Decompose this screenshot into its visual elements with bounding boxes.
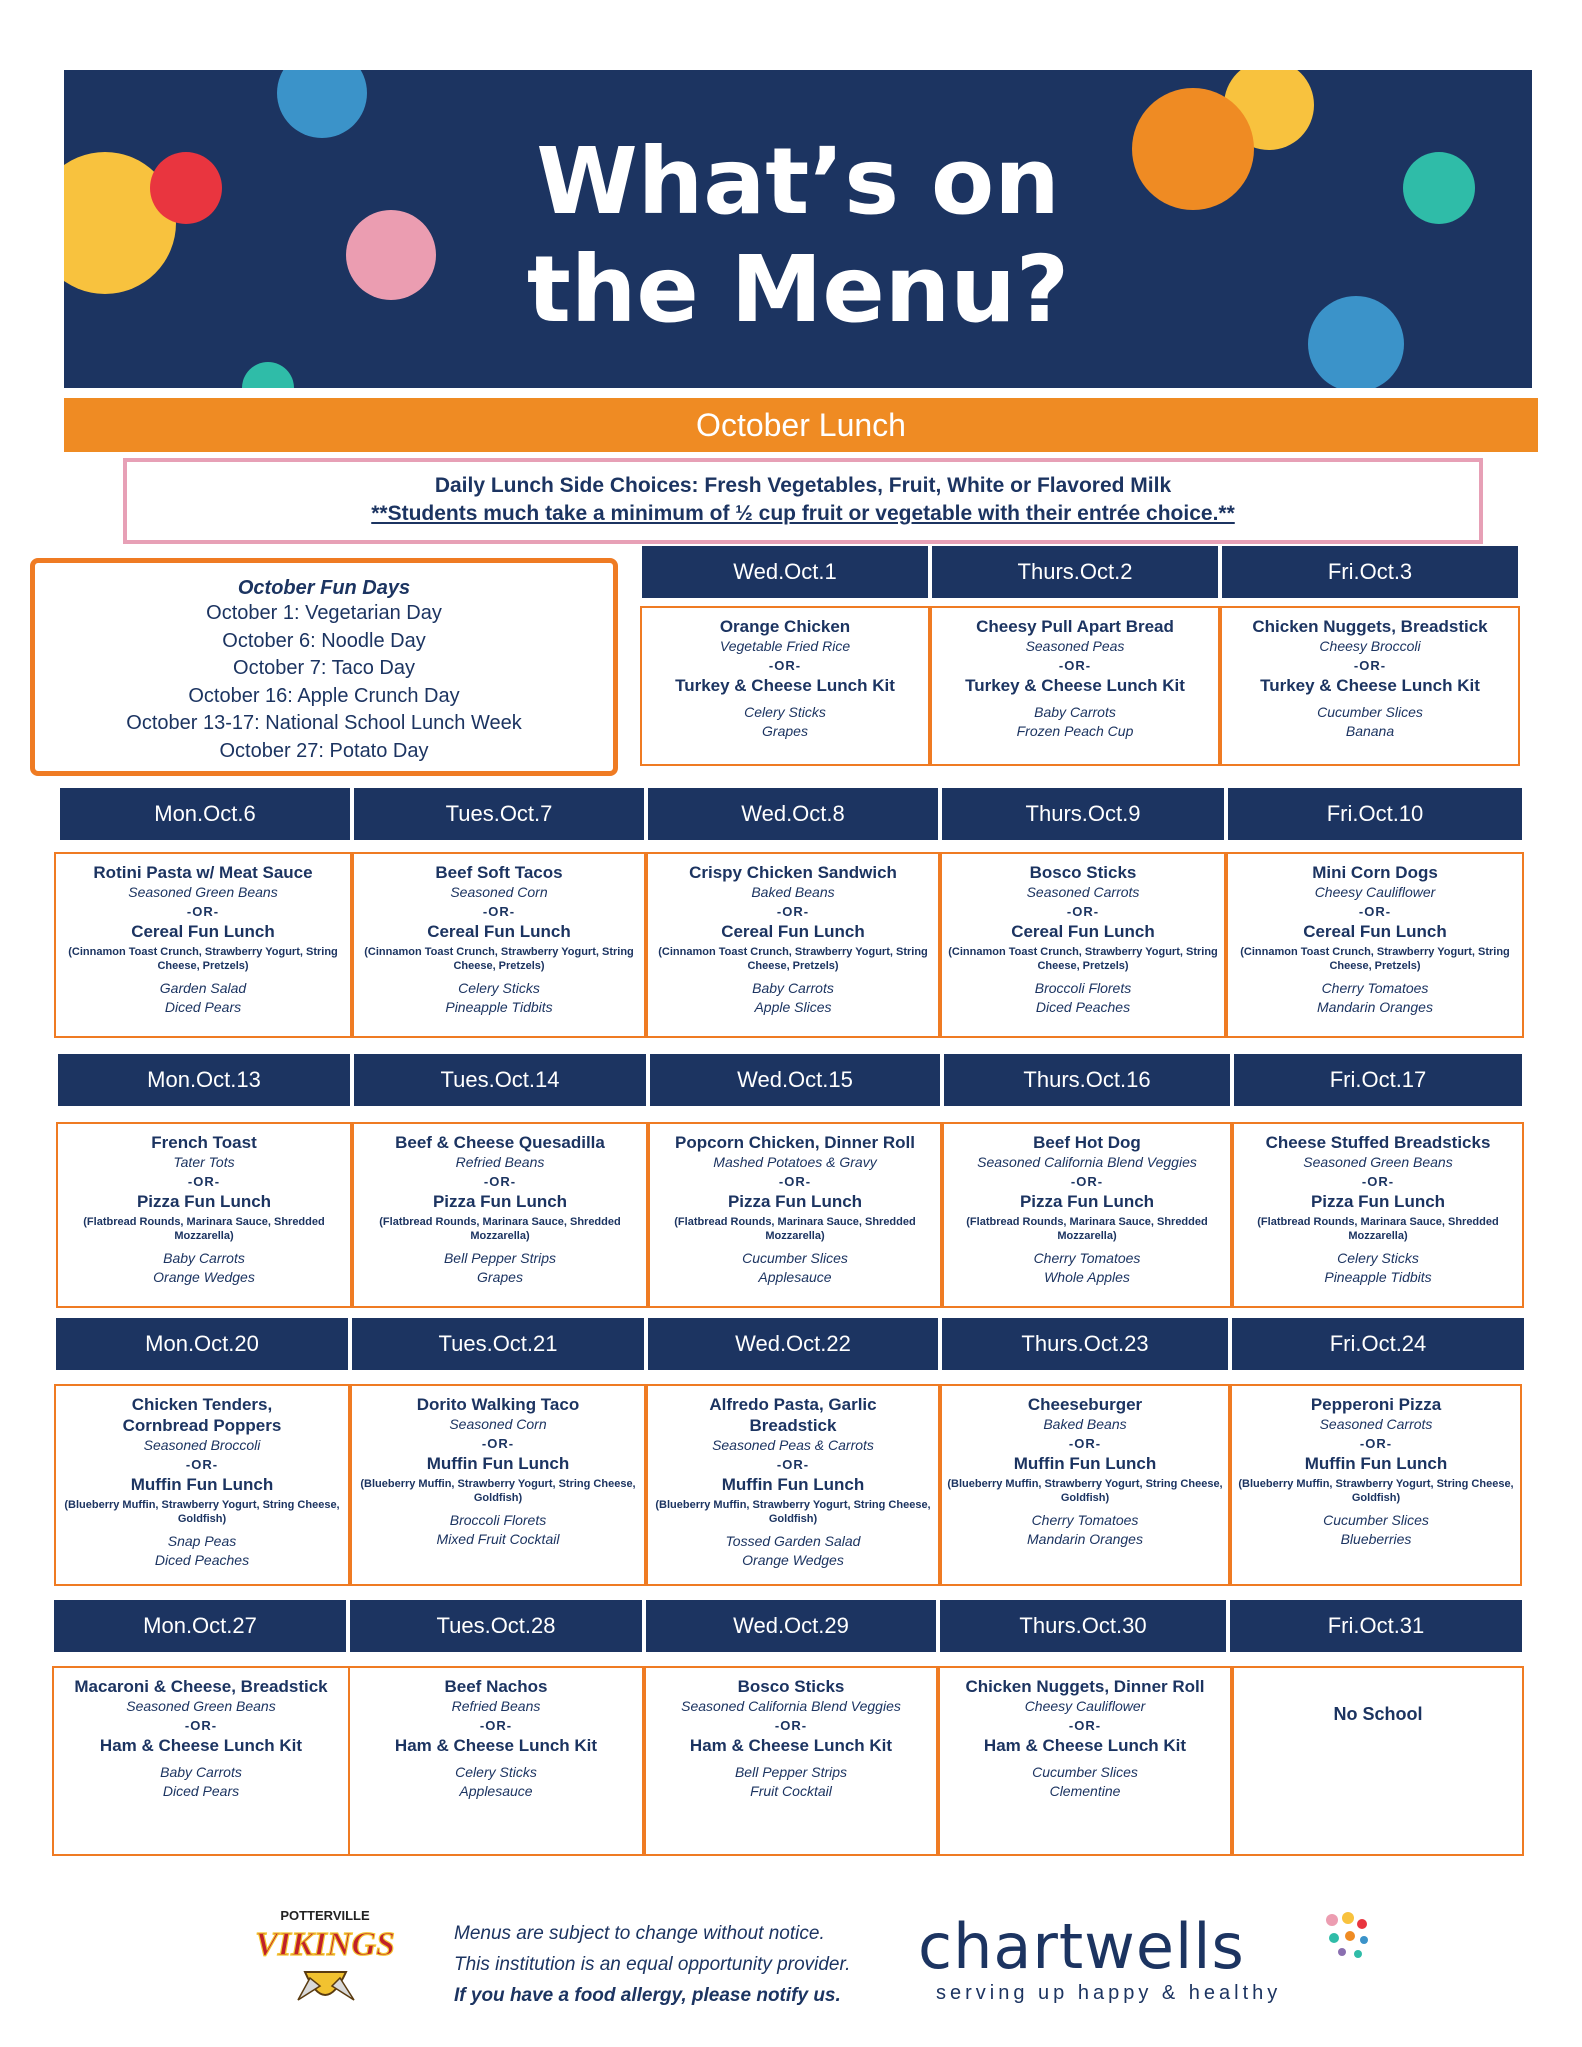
- side-item: Tossed Garden Salad: [725, 1533, 861, 1549]
- entree: Alfredo Pasta, Garlic Breadstick: [709, 1395, 877, 1435]
- side-item: Bell Pepper Strips: [734, 1764, 848, 1780]
- entree-side: Cheesy Broccoli: [1319, 638, 1421, 654]
- day-header: Thurs.Oct.30: [940, 1600, 1226, 1652]
- entree-side: Seasoned Corn: [450, 884, 548, 900]
- chartwells-logo: [918, 1910, 1388, 2010]
- or-separator: -OR-: [776, 1457, 810, 1472]
- side-item: Baby Carrots: [163, 1250, 245, 1266]
- entree-side: Baked Beans: [1043, 1416, 1127, 1432]
- chartwells-tagline: serving up happy & healthy: [936, 1982, 1282, 2004]
- entree: Orange Chicken: [719, 617, 851, 636]
- fun-day-item: October 1: Vegetarian Day: [206, 602, 442, 624]
- day-header: Wed.Oct.1: [642, 546, 928, 598]
- day-header: Fri.Oct.17: [1234, 1054, 1522, 1106]
- side-item: Snap Peas: [167, 1533, 237, 1549]
- entree: Crispy Chicken Sandwich: [689, 863, 897, 882]
- fun-days-box: [30, 558, 618, 776]
- footer-line-3: If you have a food allergy, please notify us.: [454, 1985, 841, 2006]
- alternate-details: (Cinnamon Toast Crunch, Strawberry Yogurt, String Cheese, Pretzels): [364, 946, 634, 972]
- day-header: Mon.Oct.13: [58, 1054, 350, 1106]
- or-separator: -OR-: [1361, 1174, 1395, 1189]
- menu-cell: [644, 1666, 938, 1856]
- menu-cell: [648, 1122, 942, 1308]
- side-item: Diced Pears: [164, 999, 242, 1015]
- menu-cell: [348, 1666, 644, 1856]
- entree-side: Seasoned Green Beans: [1303, 1154, 1453, 1170]
- footer-line-1: Menus are subject to change without notice.: [454, 1923, 825, 1944]
- side-item: Cucumber Slices: [1317, 704, 1423, 720]
- alternate-details: (Blueberry Muffin, Strawberry Yogurt, String Cheese, Goldfish): [64, 1499, 340, 1525]
- or-separator: -OR-: [1359, 1436, 1393, 1451]
- or-separator: -OR-: [1353, 658, 1387, 673]
- side-item: Clementine: [1049, 1783, 1121, 1799]
- alternate-entree: Turkey & Cheese Lunch Kit: [1260, 676, 1480, 695]
- entree-side: Seasoned Broccoli: [143, 1437, 261, 1453]
- side-item: Mixed Fruit Cocktail: [436, 1531, 560, 1547]
- entree: Chicken Tenders, Cornbread Poppers: [122, 1395, 282, 1435]
- side-item: Baby Carrots: [160, 1764, 242, 1780]
- alternate-entree: Pizza Fun Lunch: [136, 1192, 272, 1211]
- or-separator: -OR-: [1068, 1718, 1102, 1733]
- alternate-entree: Cereal Fun Lunch: [131, 922, 275, 941]
- alternate-details: (Cinnamon Toast Crunch, Strawberry Yogurt, String Cheese, Pretzels): [658, 946, 928, 972]
- menu-cell: [646, 852, 940, 1038]
- menu-cell: [1230, 1384, 1522, 1586]
- menu-cell: [942, 1122, 1232, 1308]
- alternate-entree: Pizza Fun Lunch: [727, 1192, 863, 1211]
- alternate-entree: Pizza Fun Lunch: [1310, 1192, 1446, 1211]
- fun-day-item: October 27: Potato Day: [219, 739, 429, 762]
- day-header: Mon.Oct.27: [54, 1600, 346, 1652]
- side-item: Broccoli Florets: [449, 1512, 547, 1528]
- menu-cell: [940, 852, 1226, 1038]
- title-line-2: the Menu?: [526, 236, 1070, 343]
- chartwells-dots-icon: [1322, 1910, 1374, 1970]
- menu-cell: [1226, 852, 1524, 1038]
- entree: Bosco Sticks: [1029, 863, 1137, 882]
- entree: Beef Hot Dog: [1033, 1133, 1141, 1152]
- entree-side: Cheesy Cauliflower: [1314, 884, 1436, 900]
- menu-cell: [938, 1666, 1232, 1856]
- day-header: Thurs.Oct.23: [942, 1318, 1228, 1370]
- day-header: Wed.Oct.22: [648, 1318, 938, 1370]
- entree: Cheeseburger: [1027, 1395, 1143, 1414]
- or-separator: -OR-: [1058, 658, 1092, 673]
- or-separator: -OR-: [483, 1174, 517, 1189]
- vikings-logo: [250, 1900, 400, 2018]
- or-separator: -OR-: [482, 904, 516, 919]
- entree-side: Seasoned Corn: [449, 1416, 547, 1432]
- decorative-dot-teal: [242, 362, 294, 388]
- entree: Cheesy Pull Apart Bread: [976, 617, 1174, 636]
- entree: Bosco Sticks: [737, 1677, 845, 1696]
- alternate-details: (Blueberry Muffin, Strawberry Yogurt, String Cheese, Goldfish): [360, 1478, 636, 1504]
- entree: Pepperoni Pizza: [1310, 1395, 1442, 1414]
- or-separator: -OR-: [1070, 1174, 1104, 1189]
- or-separator: -OR-: [186, 904, 220, 919]
- entree-side: Refried Beans: [451, 1698, 541, 1714]
- entree-side: Seasoned Peas: [1025, 638, 1125, 654]
- alternate-details: (Flatbread Rounds, Marinara Sauce, Shredded Mozzarella): [379, 1216, 621, 1242]
- side-item: Grapes: [762, 723, 808, 739]
- menu-cell: [640, 606, 930, 766]
- day-header: Fri.Oct.24: [1232, 1318, 1524, 1370]
- day-header: Fri.Oct.3: [1222, 546, 1518, 598]
- day-header: Tues.Oct.14: [354, 1054, 646, 1106]
- side-item: Celery Sticks: [1337, 1250, 1419, 1266]
- side-item: Diced Peaches: [1035, 999, 1131, 1015]
- entree-side: Seasoned Peas & Carrots: [712, 1437, 874, 1453]
- fun-day-item: October 16: Apple Crunch Day: [188, 684, 460, 707]
- menu-cell: [52, 1666, 350, 1856]
- entree: Rotini Pasta w/ Meat Sauce: [93, 863, 313, 882]
- side-item: Applesauce: [459, 1783, 533, 1799]
- entree-side: Vegetable Fried Rice: [719, 638, 851, 654]
- alternate-entree: Cereal Fun Lunch: [1011, 922, 1155, 941]
- or-separator: -OR-: [185, 1457, 219, 1472]
- menu-cell: [940, 1384, 1230, 1586]
- side-item: Pineapple Tidbits: [445, 999, 553, 1015]
- alternate-entree: Muffin Fun Lunch: [1013, 1454, 1157, 1473]
- menu-cell: [646, 1384, 940, 1586]
- alternate-entree: Ham & Cheese Lunch Kit: [99, 1736, 303, 1755]
- alternate-entree: Ham & Cheese Lunch Kit: [689, 1736, 893, 1755]
- day-header: Tues.Oct.7: [354, 788, 644, 840]
- side-item: Celery Sticks: [744, 704, 826, 720]
- or-separator: -OR-: [187, 1174, 221, 1189]
- day-header: Wed.Oct.15: [650, 1054, 940, 1106]
- entree: Popcorn Chicken, Dinner Roll: [675, 1133, 915, 1152]
- entree: Chicken Nuggets, Dinner Roll: [965, 1677, 1205, 1696]
- or-separator: -OR-: [481, 1436, 515, 1451]
- or-separator: -OR-: [776, 904, 810, 919]
- or-separator: -OR-: [774, 1718, 808, 1733]
- alternate-details: (Flatbread Rounds, Marinara Sauce, Shredded Mozzarella): [1257, 1216, 1499, 1242]
- title-line-1: What’s on: [536, 128, 1060, 235]
- day-header: Thurs.Oct.9: [942, 788, 1224, 840]
- side-item: Diced Pears: [162, 1783, 240, 1799]
- side-item: Mandarin Oranges: [1317, 999, 1433, 1015]
- entree: Beef Soft Tacos: [435, 863, 563, 882]
- or-separator: -OR-: [479, 1718, 513, 1733]
- side-item: Garden Salad: [159, 980, 247, 996]
- menu-cell: [54, 852, 352, 1038]
- alternate-details: (Cinnamon Toast Crunch, Strawberry Yogurt, String Cheese, Pretzels): [948, 946, 1218, 972]
- day-header: Wed.Oct.8: [648, 788, 938, 840]
- entree-side: Tater Tots: [173, 1154, 235, 1170]
- menu-cell: [350, 1384, 646, 1586]
- alternate-details: (Cinnamon Toast Crunch, Strawberry Yogurt, String Cheese, Pretzels): [68, 946, 338, 972]
- side-item: Orange Wedges: [742, 1552, 844, 1568]
- day-header: Tues.Oct.21: [352, 1318, 644, 1370]
- side-item: Frozen Peach Cup: [1016, 723, 1134, 739]
- day-header: Thurs.Oct.16: [944, 1054, 1230, 1106]
- header-banner: [64, 70, 1532, 388]
- entree: Mini Corn Dogs: [1312, 863, 1438, 882]
- side-item: Cherry Tomatoes: [1033, 1250, 1141, 1266]
- side-item: Cucumber Slices: [742, 1250, 848, 1266]
- menu-cell: [56, 1122, 352, 1308]
- side-item: Apple Slices: [754, 999, 832, 1015]
- alternate-details: (Flatbread Rounds, Marinara Sauce, Shredded Mozzarella): [674, 1216, 916, 1242]
- alternate-details: (Flatbread Rounds, Marinara Sauce, Shredded Mozzarella): [966, 1216, 1208, 1242]
- menu-cell: [1232, 1122, 1524, 1308]
- or-separator: -OR-: [184, 1718, 218, 1733]
- side-item: Baby Carrots: [752, 980, 834, 996]
- entree: Beef Nachos: [444, 1677, 548, 1696]
- alternate-entree: Muffin Fun Lunch: [130, 1475, 274, 1494]
- entree-side: Mashed Potatoes & Gravy: [713, 1154, 877, 1170]
- side-item: Grapes: [477, 1269, 523, 1285]
- chartwells-wordmark: chartwells: [918, 1910, 1245, 1983]
- day-header: Fri.Oct.10: [1228, 788, 1522, 840]
- menu-cell: [352, 1122, 648, 1308]
- footer-notice: [454, 1918, 850, 2011]
- entree-side: Seasoned Green Beans: [126, 1698, 276, 1714]
- alternate-entree: Muffin Fun Lunch: [721, 1475, 865, 1494]
- fun-days-title: October Fun Days: [237, 577, 411, 599]
- side-item: Bell Pepper Strips: [443, 1250, 557, 1266]
- side-item: Diced Peaches: [154, 1552, 250, 1568]
- alternate-entree: Pizza Fun Lunch: [1019, 1192, 1155, 1211]
- or-separator: -OR-: [778, 1174, 812, 1189]
- or-separator: -OR-: [1358, 904, 1392, 919]
- side-item: Cherry Tomatoes: [1031, 1512, 1139, 1528]
- day-header: Tues.Oct.28: [350, 1600, 642, 1652]
- minimum-requirement-text: **Students much take a minimum of ½ cup fruit or vegetable with their entrée choice.**: [371, 502, 1235, 525]
- alternate-details: (Blueberry Muffin, Strawberry Yogurt, String Cheese, Goldfish): [1238, 1478, 1514, 1504]
- alternate-entree: Muffin Fun Lunch: [1304, 1454, 1448, 1473]
- day-header: Thurs.Oct.2: [932, 546, 1218, 598]
- entree: French Toast: [151, 1133, 257, 1152]
- entree-side: Seasoned California Blend Veggies: [681, 1698, 901, 1714]
- side-choices-text: Daily Lunch Side Choices: Fresh Vegetables, Fruit, White or Flavored Milk: [434, 474, 1172, 497]
- side-item: Banana: [1345, 723, 1395, 739]
- alternate-details: (Cinnamon Toast Crunch, Strawberry Yogurt, String Cheese, Pretzels): [1240, 946, 1510, 972]
- day-header: Mon.Oct.20: [56, 1318, 348, 1370]
- side-item: Celery Sticks: [458, 980, 540, 996]
- entree-side: Cheesy Cauliflower: [1024, 1698, 1146, 1714]
- day-header: Fri.Oct.31: [1230, 1600, 1522, 1652]
- entree-side: Seasoned Green Beans: [128, 884, 278, 900]
- alternate-entree: Cereal Fun Lunch: [1303, 922, 1447, 941]
- page-title: [64, 128, 1532, 344]
- vikings-main-text: VIKINGS: [255, 1926, 395, 1963]
- side-item: Cucumber Slices: [1323, 1512, 1429, 1528]
- day-header: Wed.Oct.29: [646, 1600, 936, 1652]
- side-item: Broccoli Florets: [1034, 980, 1132, 996]
- side-item: Pineapple Tidbits: [1324, 1269, 1432, 1285]
- entree: Cheese Stuffed Breadsticks: [1265, 1133, 1491, 1152]
- side-item: Whole Apples: [1044, 1269, 1130, 1285]
- side-item: Baby Carrots: [1034, 704, 1116, 720]
- or-separator: -OR-: [1066, 904, 1100, 919]
- alternate-entree: Turkey & Cheese Lunch Kit: [675, 676, 895, 695]
- entree-side: Seasoned Carrots: [1026, 884, 1140, 900]
- fun-day-item: October 13-17: National School Lunch Week: [126, 712, 522, 734]
- alternate-entree: Cereal Fun Lunch: [427, 922, 571, 941]
- menu-cell: [352, 852, 646, 1038]
- menu-cell: [1220, 606, 1520, 766]
- day-header: Mon.Oct.6: [60, 788, 350, 840]
- side-item: Orange Wedges: [153, 1269, 255, 1285]
- entree-side: Baked Beans: [751, 884, 835, 900]
- alternate-details: (Blueberry Muffin, Strawberry Yogurt, String Cheese, Goldfish): [947, 1478, 1223, 1504]
- entree-side: Seasoned California Blend Veggies: [977, 1154, 1197, 1170]
- fun-day-item: October 6: Noodle Day: [222, 629, 426, 652]
- entree: Macaroni & Cheese, Breadstick: [74, 1677, 328, 1696]
- alternate-entree: Ham & Cheese Lunch Kit: [983, 1736, 1187, 1755]
- menu-cell: [930, 606, 1220, 766]
- alternate-entree: Cereal Fun Lunch: [721, 922, 865, 941]
- menu-cell: [1232, 1666, 1524, 1856]
- side-item: Mandarin Oranges: [1027, 1531, 1143, 1547]
- entree-side: Refried Beans: [455, 1154, 545, 1170]
- alternate-details: (Flatbread Rounds, Marinara Sauce, Shredded Mozzarella): [83, 1216, 325, 1242]
- footer-line-2: This institution is an equal opportunity provider.: [454, 1954, 851, 1975]
- entree-side: Seasoned Carrots: [1319, 1416, 1433, 1432]
- fun-day-item: October 7: Taco Day: [233, 657, 415, 679]
- side-item: Fruit Cocktail: [750, 1783, 832, 1799]
- month-title-bar: October Lunch: [64, 398, 1538, 452]
- menu-cell: [54, 1384, 350, 1586]
- alternate-entree: Muffin Fun Lunch: [426, 1454, 570, 1473]
- entree: Dorito Walking Taco: [416, 1395, 580, 1414]
- side-item: Cucumber Slices: [1032, 1764, 1138, 1780]
- no-school-label: No School: [1333, 1704, 1423, 1724]
- entree: Chicken Nuggets, Breadstick: [1252, 617, 1488, 636]
- side-item: Cherry Tomatoes: [1321, 980, 1429, 996]
- side-choices-notice: [123, 458, 1483, 544]
- alternate-details: (Blueberry Muffin, Strawberry Yogurt, String Cheese, Goldfish): [655, 1499, 931, 1525]
- side-item: Blueberries: [1340, 1531, 1412, 1547]
- alternate-entree: Pizza Fun Lunch: [432, 1192, 568, 1211]
- side-item: Celery Sticks: [455, 1764, 537, 1780]
- entree: Beef & Cheese Quesadilla: [395, 1133, 605, 1152]
- or-separator: -OR-: [1068, 1436, 1102, 1451]
- side-item: Applesauce: [758, 1269, 832, 1285]
- vikings-top-text: POTTERVILLE: [280, 1908, 370, 1923]
- alternate-entree: Ham & Cheese Lunch Kit: [394, 1736, 598, 1755]
- alternate-entree: Turkey & Cheese Lunch Kit: [965, 676, 1185, 695]
- or-separator: -OR-: [768, 658, 802, 673]
